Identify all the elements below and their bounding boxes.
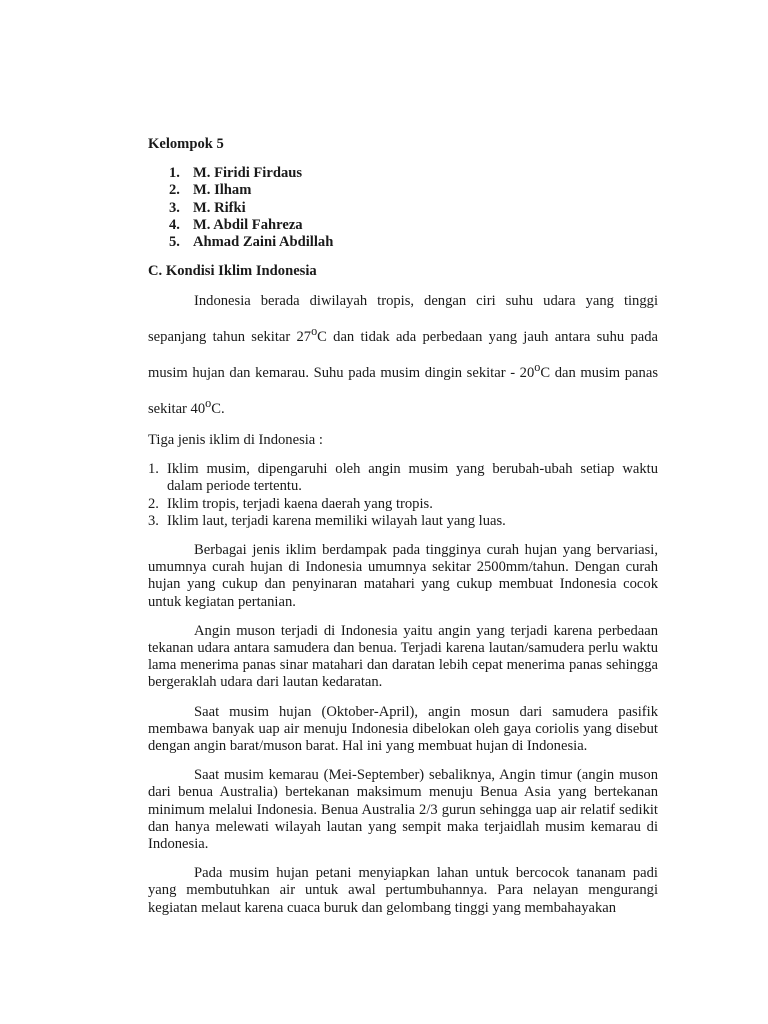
member-number: 5. — [169, 234, 180, 251]
member-number: 2. — [169, 182, 180, 199]
member-item — [148, 182, 658, 199]
climate-type-number: 1. — [148, 461, 159, 478]
member-name: M. Firidi Firdaus — [193, 165, 303, 182]
member-item — [148, 165, 658, 182]
paragraph-rainfall: Berbagai jenis iklim berdampak pada tingginya curah hujan yang bervariasi, umumnya curah hujan di Indonesia umumnya sekitar 2500mm/tahun. Dengan curah hujan yang cukup dan penyinaran matahari yang cukup membuat Indonesia cocok untuk kegiatan pertanian. — [148, 542, 658, 610]
climate-text-3: C dan musim panas sekitar 40 — [148, 365, 658, 417]
climate-type-number: 3. — [148, 512, 159, 529]
member-number: 4. — [169, 216, 180, 233]
climate-type-item — [148, 513, 658, 530]
degree-sign: o — [534, 360, 541, 375]
climate-text-4: C. — [211, 401, 225, 417]
member-item — [148, 234, 658, 251]
paragraph-rainy-season: Saat musim hujan (Oktober-April), angin mosun dari samudera pasifik membawa banyak uap air menuju Indonesia dibelokan oleh gaya coriolis yang disebut dengan angin barat/muson barat. Hal ini yang membuat hujan di Indonesia. — [148, 703, 658, 755]
climate-text-1: Indonesia berada diwilayah tropis, dengan ciri suhu udara yang tinggi sepanjang tahun sekitar 27 — [148, 293, 658, 346]
document-body — [148, 136, 658, 929]
climate-text-2: C dan tidak ada perbedaan yang jauh antara suhu pada musim hujan dan kemarau. Suhu pada musim dingin sekitar - 20 — [148, 329, 658, 382]
climate-type-number: 2. — [148, 495, 159, 512]
climate-type-text: Iklim musim, dipengaruhi oleh angin musim yang berubah-ubah setiap waktu dalam periode tertentu. — [167, 461, 658, 495]
member-item — [148, 217, 658, 234]
climate-type-text: Iklim tropis, terjadi kaena daerah yang tropis. — [167, 495, 433, 512]
paragraph-monsoon: Angin muson terjadi di Indonesia yaitu angin yang terjadi karena perbedaan tekanan udara antara samudera dan benua. Terjadi karena lautan/samudera perlu waktu lama menerima panas sinar matahari dan daratan lebih cepat menerima panas sehingga bergeraklah udara dari lautan kedaratan. — [148, 622, 658, 691]
paragraph-farmers: Pada musim hujan petani menyiapkan lahan untuk bercocok tananam padi yang membutuhkan air untuk awal pertumbuhannya. Para nelayan mengurangi kegiatan melaut karena cuaca buruk dan gelombang tinggi yang membahayakan — [148, 865, 658, 916]
degree-sign: o — [205, 396, 212, 411]
member-name: M. Abdil Fahreza — [193, 216, 303, 233]
climate-type-text: Iklim laut, terjadi karena memiliki wilayah laut yang luas. — [167, 512, 506, 529]
climate-type-item — [148, 461, 658, 495]
member-name: Ahmad Zaini Abdillah — [193, 234, 334, 251]
degree-sign: o — [311, 324, 318, 339]
climate-paragraph — [148, 286, 658, 424]
member-list — [148, 165, 658, 251]
member-number: 1. — [169, 165, 180, 182]
paragraph-dry-season: Saat musim kemarau (Mei-September) sebaliknya, Angin timur (angin muson dari benua Australia) bertekanan maksimum menuju Benua Asia yang bertekanan minimum melalui Indonesia. Benua Australia 2/3 gurun sehingga uap air relatif sedikit dan hanya melewati wilayah lautan yang sempit maka terjaidlah musim kemarau di Indonesia. — [148, 767, 658, 853]
member-name: M. Ilham — [193, 182, 252, 199]
group-title: Kelompok 5 — [148, 136, 224, 152]
member-number: 3. — [169, 199, 180, 216]
climate-type-list — [148, 461, 658, 530]
climate-type-item — [148, 496, 658, 513]
member-name: M. Rifki — [193, 199, 246, 216]
types-intro: Tiga jenis iklim di Indonesia : — [148, 432, 323, 448]
section-title: C. Kondisi Iklim Indonesia — [148, 263, 317, 280]
member-item — [148, 200, 658, 217]
